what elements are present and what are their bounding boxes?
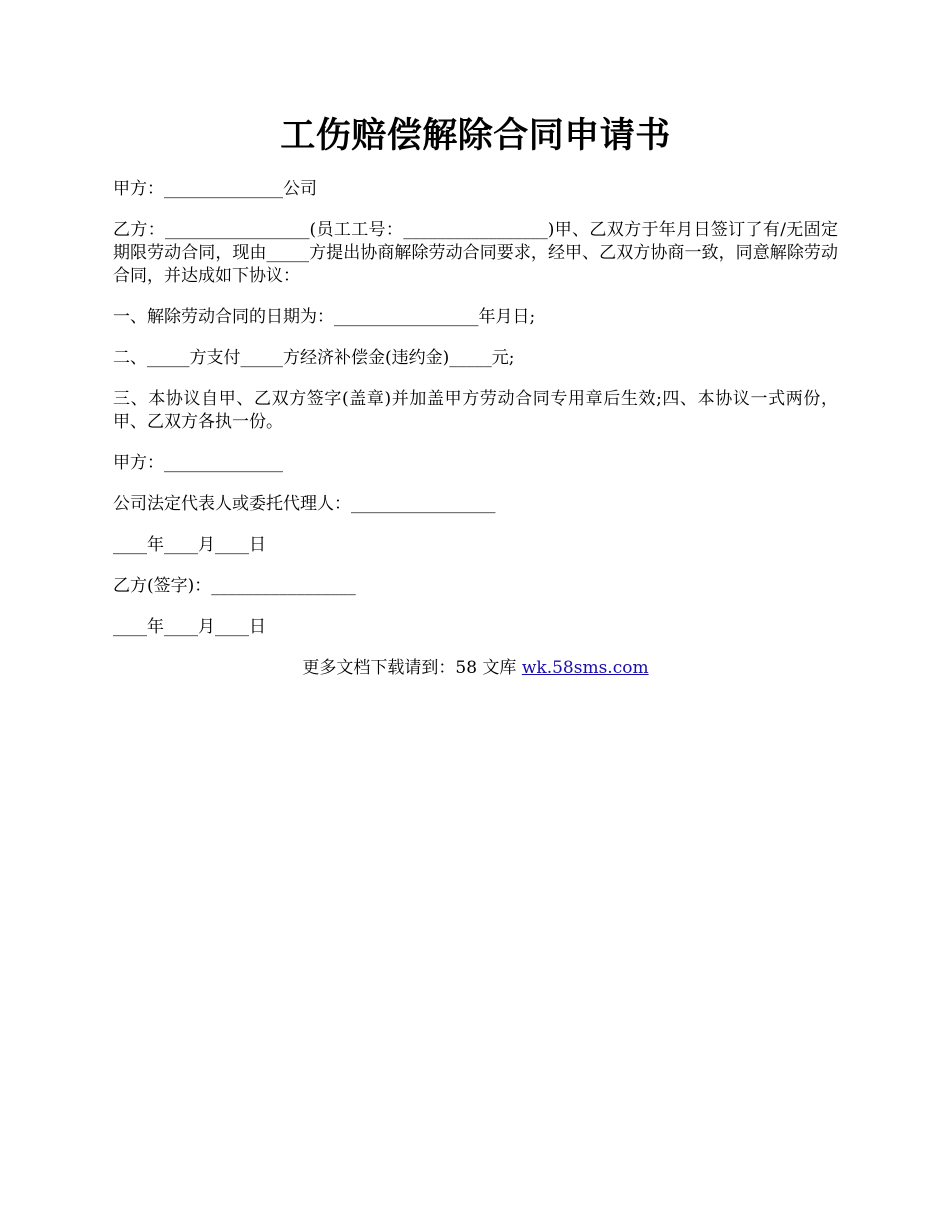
document-page	[113, 110, 838, 680]
clause-one: 一、解除劳动合同的日期为：_________________年月日;	[113, 307, 536, 327]
party-a-line: 甲方：______________公司	[113, 179, 317, 199]
date-line-a: ____年____月____日	[113, 535, 266, 555]
party-a-signature-line: 甲方：______________	[113, 453, 283, 473]
footer-text: 更多文档下载请到：58 文库	[302, 658, 522, 678]
party-b-paragraph: 乙方：_________________(员工工号：_________________)甲、乙双方于年月日签订了有/无固定期限劳动合同，现由_____方提出协商解除劳动合同要求，经甲、乙双方协商一致，同意解除劳动合同，并达成如下协议：	[113, 220, 838, 286]
party-b-signature-line: 乙方(签字)：_________________	[113, 576, 356, 596]
date-line-b: ____年____月____日	[113, 617, 266, 637]
clause-three-four: 三、本协议自甲、乙双方签字(盖章)并加盖甲方劳动合同专用章后生效;四、本协议一式两份，甲、乙双方各执一份。	[113, 389, 838, 432]
footer-link[interactable]: wk.58sms.com	[521, 658, 649, 678]
legal-representative-line: 公司法定代表人或委托代理人：_________________	[113, 494, 496, 514]
download-footer	[113, 657, 838, 680]
clause-two: 二、_____方支付_____方经济补偿金(违约金)_____元;	[113, 348, 515, 368]
document-title: 工伤赔偿解除合同申请书	[280, 115, 671, 156]
